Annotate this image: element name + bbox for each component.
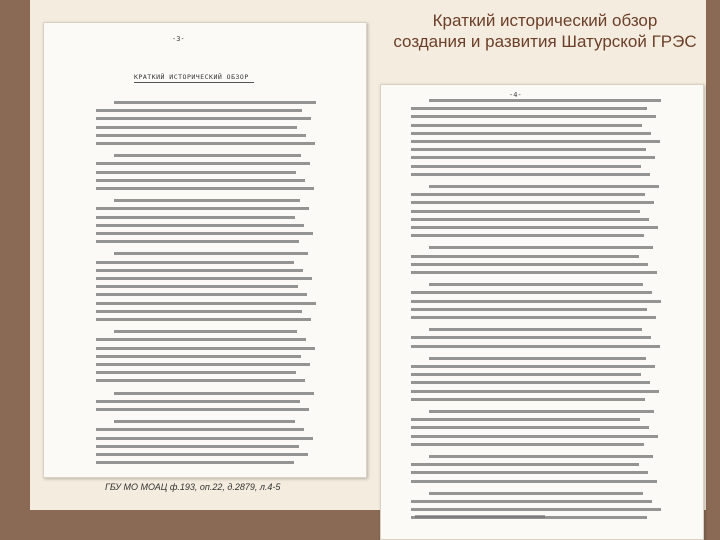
text-line (96, 277, 312, 280)
text-line (411, 107, 647, 110)
archive-page-left (43, 22, 367, 478)
archive-page-right (380, 84, 704, 540)
text-line (96, 216, 295, 219)
text-line (96, 285, 298, 288)
text-line (96, 453, 308, 456)
text-line (114, 101, 316, 104)
left-decorative-band (0, 0, 30, 540)
text-line (411, 365, 655, 368)
right-decorative-band (706, 0, 720, 540)
text-line (429, 246, 653, 249)
text-line (411, 140, 660, 143)
slide-title (380, 10, 710, 52)
text-line (96, 310, 302, 313)
text-line (114, 252, 308, 255)
text-line (411, 381, 650, 384)
document-heading: КРАТКИЙ ИСТОРИЧЕСКИЙ ОБЗОР (134, 73, 249, 81)
text-line (96, 338, 306, 341)
text-line (114, 199, 300, 202)
text-line (429, 328, 642, 331)
text-line (96, 109, 302, 112)
page-number-left: -3- (172, 35, 185, 43)
text-line (411, 300, 661, 303)
text-line (96, 400, 300, 403)
text-line (411, 418, 640, 421)
text-line (411, 390, 659, 393)
text-line (411, 156, 655, 159)
text-line (114, 330, 297, 333)
text-line (411, 316, 656, 319)
text-line (429, 99, 661, 102)
text-line (411, 218, 649, 221)
text-line (411, 226, 658, 229)
text-line (96, 162, 310, 165)
text-line (96, 371, 296, 374)
text-line (411, 443, 644, 446)
text-line (411, 373, 641, 376)
text-line (411, 210, 640, 213)
text-line (96, 347, 315, 350)
text-line (96, 445, 299, 448)
text-line (96, 240, 299, 243)
text-line (114, 420, 295, 423)
text-line (429, 410, 654, 413)
text-line (411, 480, 657, 483)
text-line (411, 201, 654, 204)
text-line (411, 132, 651, 135)
text-line (96, 302, 316, 305)
text-line (96, 207, 309, 210)
text-line (96, 293, 307, 296)
text-line (411, 271, 657, 274)
text-line (96, 187, 314, 190)
text-line (96, 461, 294, 464)
text-line (96, 269, 303, 272)
text-line (96, 134, 306, 137)
text-line (411, 508, 661, 511)
text-line (411, 463, 639, 466)
text-line (96, 232, 313, 235)
text-line (96, 126, 297, 129)
slide-title-line-1: Краткий исторический обзор (432, 11, 658, 30)
text-line (429, 455, 653, 458)
text-line (411, 308, 647, 311)
text-line (411, 471, 648, 474)
text-line (429, 357, 646, 360)
text-line (411, 115, 656, 118)
text-line (96, 261, 294, 264)
text-line (96, 437, 313, 440)
text-line (114, 154, 301, 157)
text-line (96, 171, 296, 174)
slide-title-line-2: создания и развития Шатурской ГРЭС (393, 32, 697, 51)
text-line (96, 318, 311, 321)
text-line (114, 392, 314, 395)
text-line (411, 173, 650, 176)
text-line (96, 179, 305, 182)
text-line (429, 283, 643, 286)
text-line (429, 492, 643, 495)
bottom-page-edge-text (415, 515, 545, 518)
archive-reference-caption: ГБУ МО МОАЦ ф.193, оп.22, д.2879, л.4-5 (105, 482, 281, 492)
text-line (96, 117, 311, 120)
text-line (411, 398, 645, 401)
text-line (411, 345, 660, 348)
text-line (96, 379, 305, 382)
text-line (96, 428, 304, 431)
text-line (411, 426, 649, 429)
text-line (411, 500, 652, 503)
text-line (429, 185, 659, 188)
text-line (411, 193, 645, 196)
text-line (411, 148, 646, 151)
text-line (411, 263, 648, 266)
text-line (96, 363, 310, 366)
text-line (411, 124, 642, 127)
text-line (411, 435, 658, 438)
text-line (96, 355, 301, 358)
heading-underline (134, 82, 254, 83)
text-line (411, 336, 651, 339)
text-line (411, 255, 639, 258)
page-number-right: -4- (509, 91, 522, 99)
text-line (96, 224, 304, 227)
text-line (411, 291, 652, 294)
text-line (96, 142, 315, 145)
text-line (411, 165, 641, 168)
text-line (96, 408, 309, 411)
text-line (411, 234, 644, 237)
